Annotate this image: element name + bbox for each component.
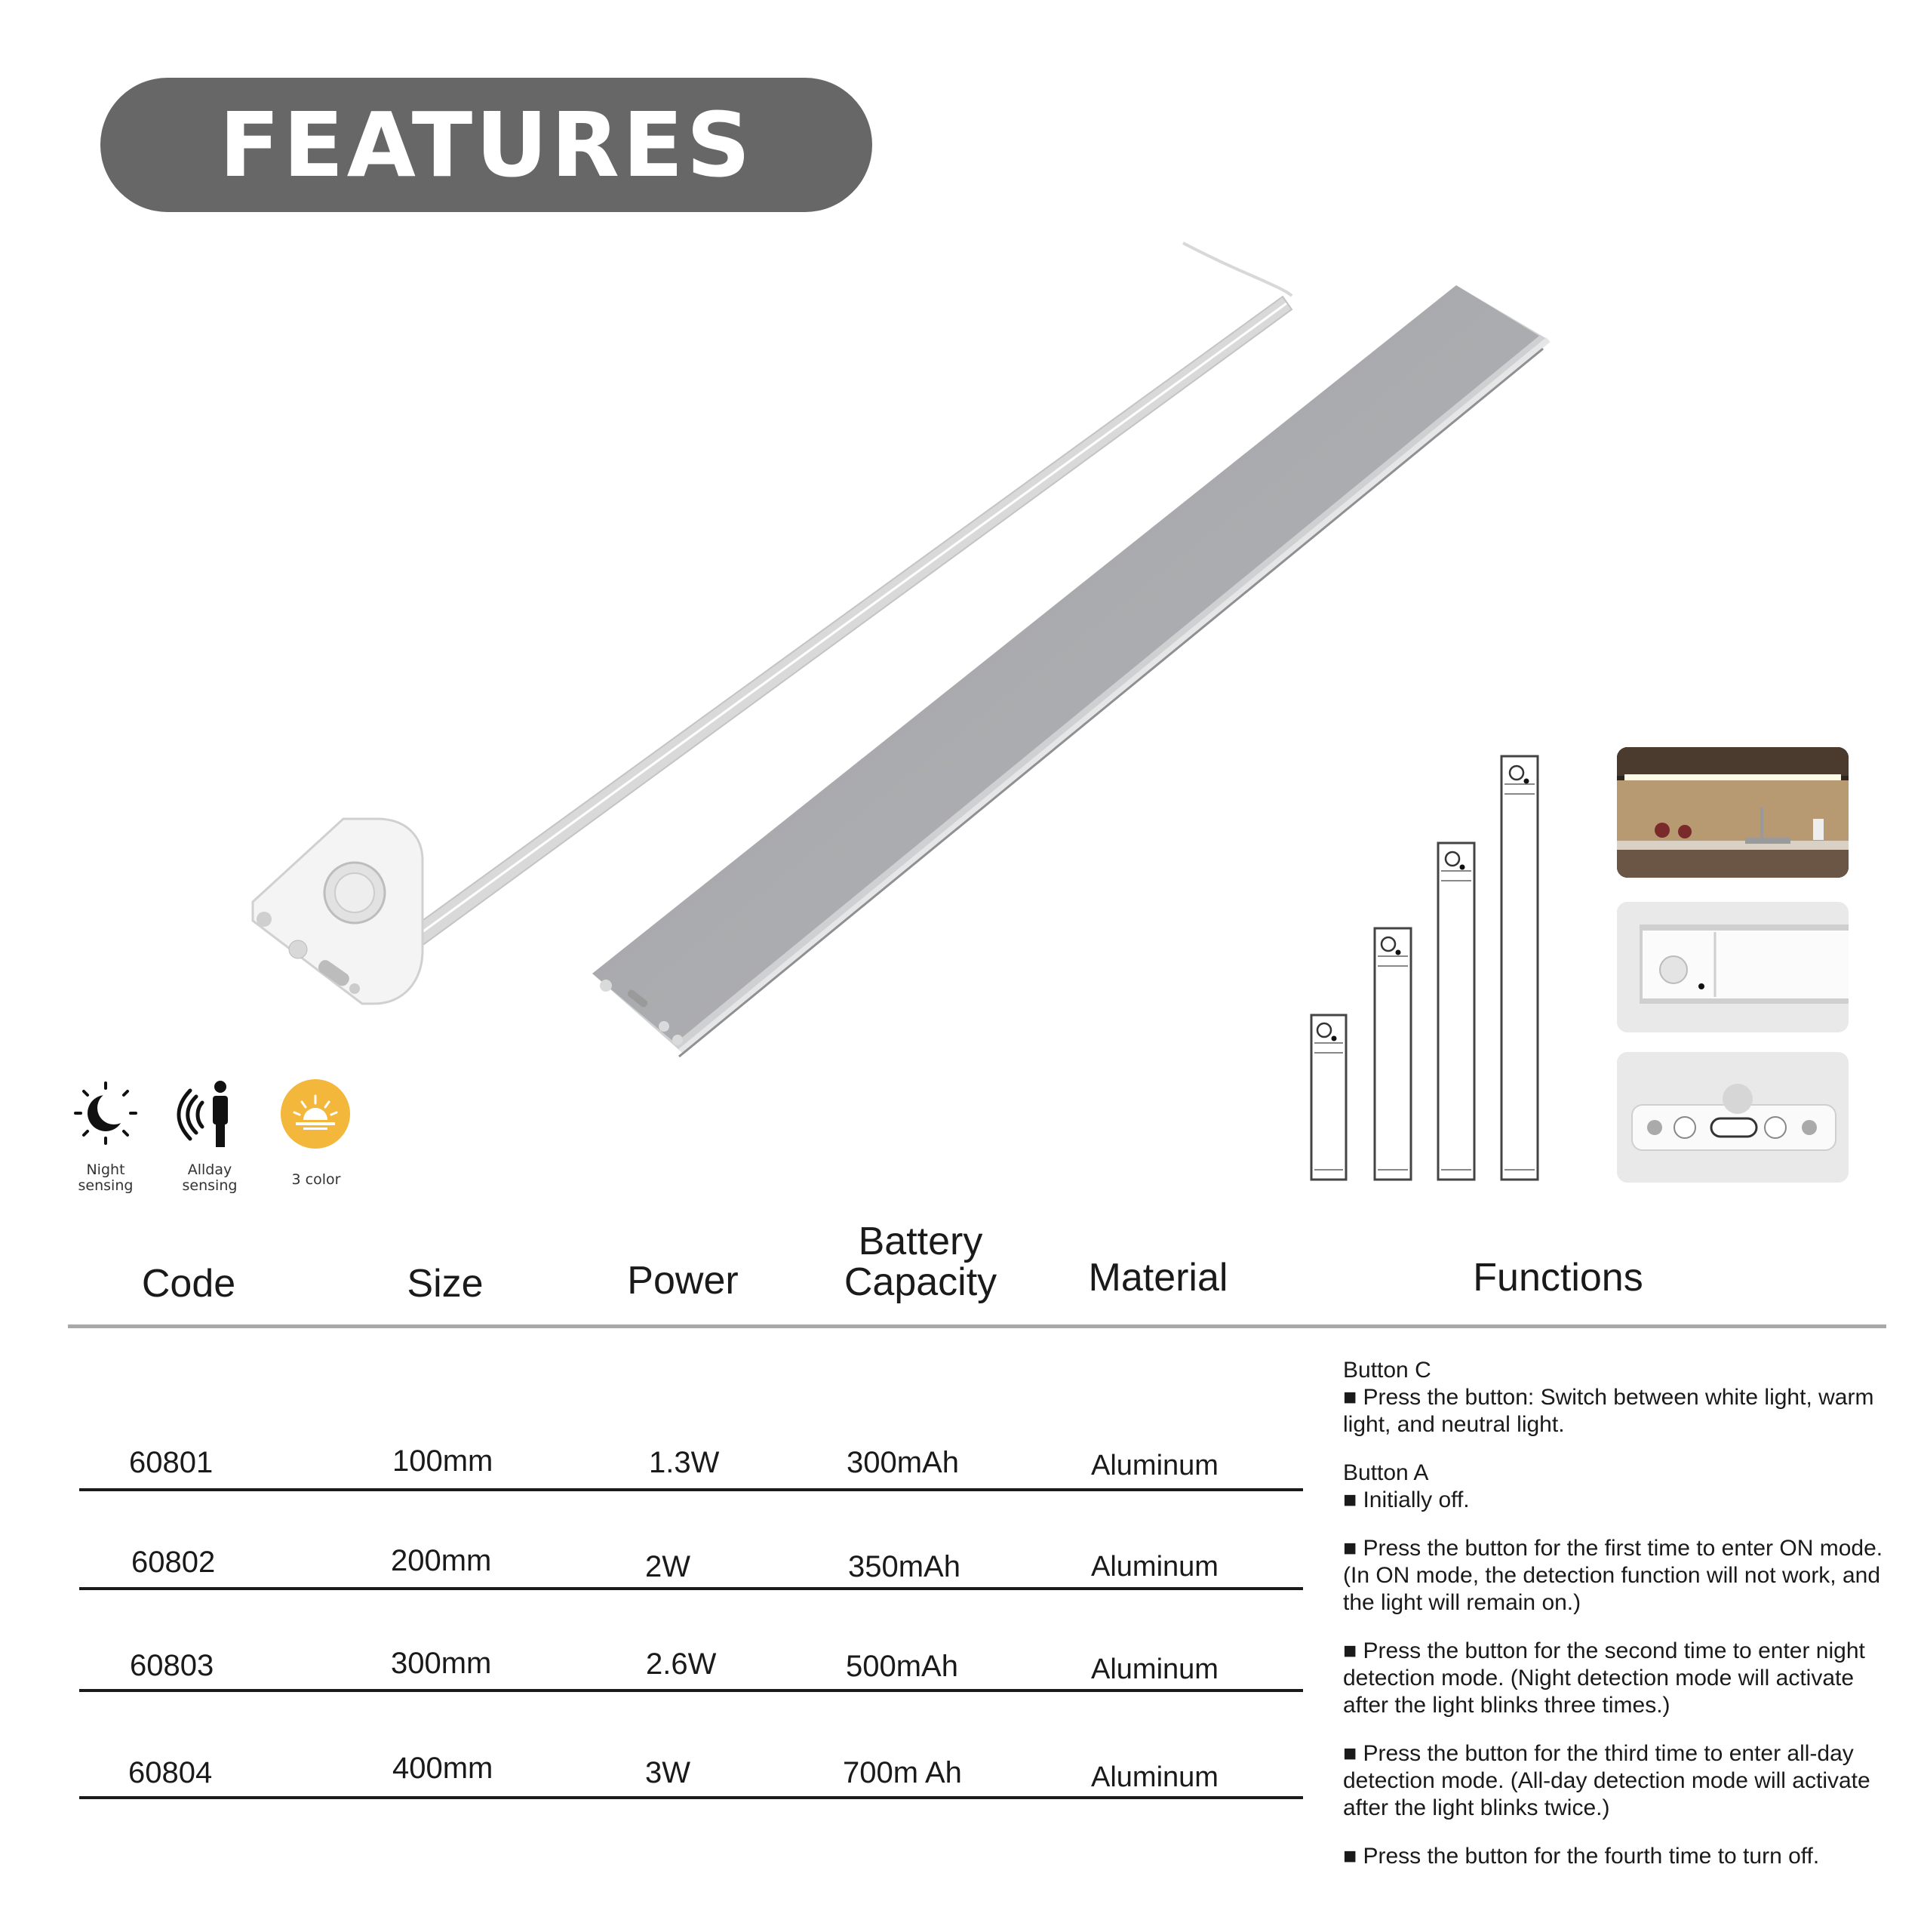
header-size: Size [407,1262,484,1306]
row-divider [79,1796,1303,1799]
cell-code: 60803 [130,1649,214,1682]
cell-power: 2.6W [646,1647,717,1681]
cell-code: 60802 [131,1546,216,1579]
moon-icon [72,1079,140,1147]
sunrise-icon [281,1079,350,1149]
cell-size: 300mm [391,1647,492,1680]
allday-sensing-label: Allday sensing [182,1161,238,1194]
page-title: FEATURES [219,93,754,197]
sensor-module [253,819,423,1004]
cell-material: Aluminum [1091,1761,1219,1793]
button-a-title: Button A [1343,1460,1429,1485]
press-second-time: ■ Press the button for the second time to enter night detection mode. (Night detection mode will activate after the light blinks three times.) [1343,1638,1865,1718]
cell-power: 2W [645,1550,690,1583]
size-comparison-diagram [1298,747,1554,1192]
header-code: Code [141,1262,236,1306]
header-functions: Functions [1473,1256,1643,1300]
button-a-initial: ■ Initially off. [1343,1487,1470,1512]
button-c-text: ■ Press the button: Switch between white light, warm light, and neutral light. [1343,1385,1874,1437]
sensor-closeup-photo [1617,902,1849,1032]
feature-night-sensing [72,1079,140,1151]
button-c-title: Button C [1343,1358,1431,1383]
header-material: Material [1088,1256,1228,1300]
press-first-time: ■ Press the button for the first time to enter ON mode. (In ON mode, the detection function will not work, and the light will remain on.) [1343,1536,1883,1615]
cell-material: Aluminum [1091,1551,1219,1583]
cell-battery: 300mAh [847,1446,959,1479]
row-divider [79,1488,1303,1491]
press-fourth-time: ■ Press the button for the fourth time to turn off. [1343,1844,1820,1869]
cell-material: Aluminum [1091,1654,1219,1685]
row-divider [79,1587,1303,1590]
buttons-closeup-photo [1617,1052,1849,1183]
night-sensing-label: Night sensing [78,1161,134,1194]
feature-3-color [281,1079,350,1152]
cell-battery: 350mAh [848,1550,960,1583]
cell-code: 60804 [128,1756,213,1789]
header-power: Power [627,1259,739,1303]
cell-battery: 700m Ah [843,1756,962,1789]
cell-battery: 500mAh [846,1650,958,1683]
cell-size: 200mm [391,1544,492,1577]
cell-size: 100mm [392,1444,493,1478]
header-divider [68,1324,1886,1328]
kitchen-photo [1617,747,1849,878]
cell-material: Aluminum [1091,1450,1219,1481]
person-sensor-icon [174,1078,241,1149]
cell-code: 60801 [129,1446,214,1479]
cell-power: 3W [645,1756,690,1789]
feature-allday-sensing [174,1078,241,1153]
cell-power: 1.3W [649,1446,720,1479]
header-battery-capacity: Battery Capacity [844,1220,997,1304]
functions-description [1343,1357,1886,1891]
press-third-time: ■ Press the button for the third time to enter all-day detection mode. (All-day detection mode will activate after the light blinks twice.) [1343,1741,1870,1820]
row-divider [79,1689,1303,1692]
cell-size: 400mm [392,1752,493,1785]
3-color-label: 3 color [291,1171,341,1188]
